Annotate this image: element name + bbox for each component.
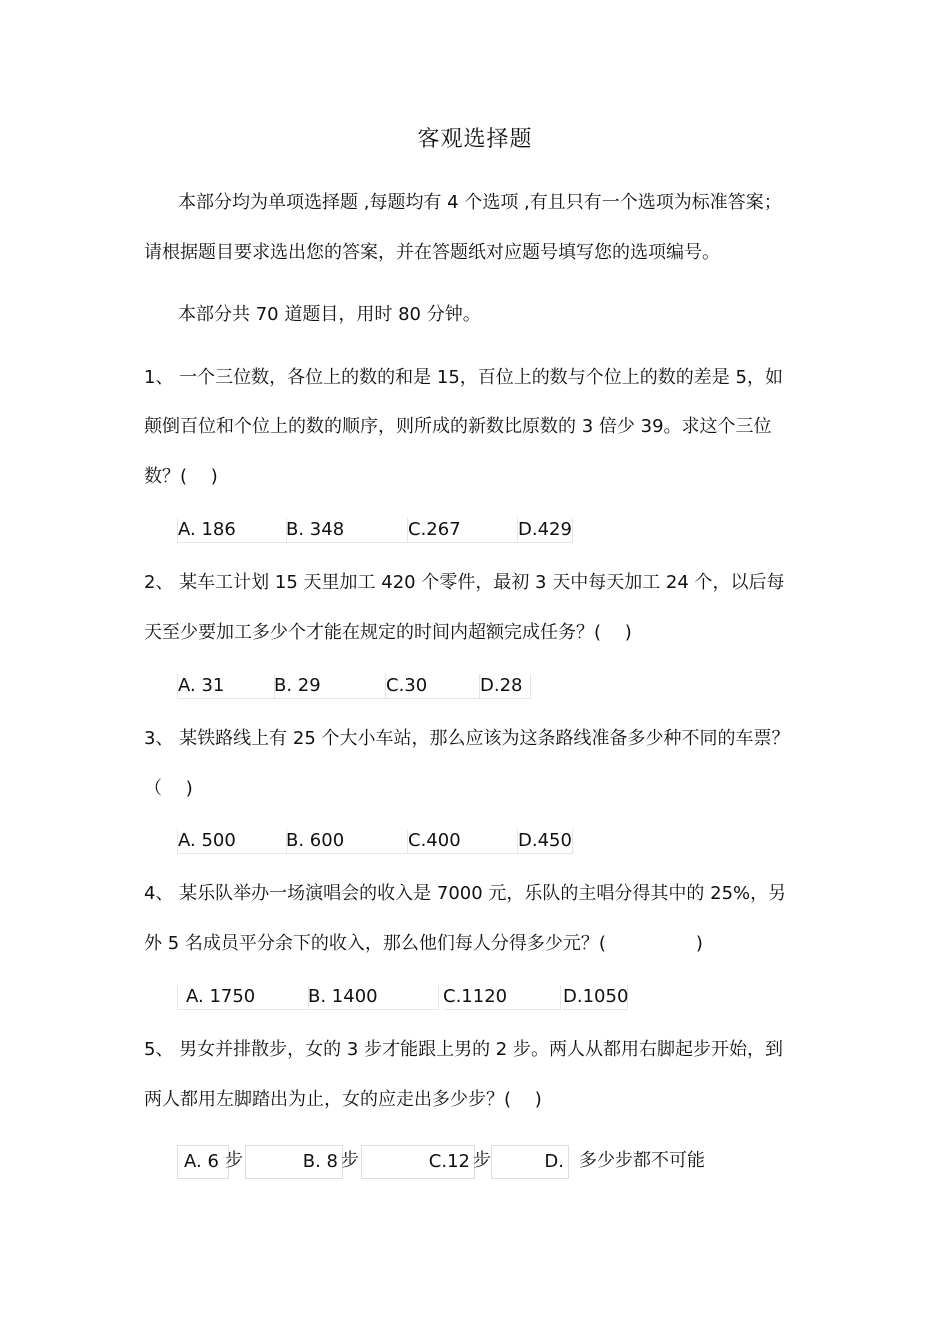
option-d: D.429 bbox=[518, 518, 573, 543]
question-5-options bbox=[177, 1145, 737, 1179]
question-4-options bbox=[177, 985, 637, 1009]
intro-line-1: 本部分均为单项选择题 ,每题均有 4 个选项 ,有且只有一个选项为标准答案； bbox=[178, 192, 782, 213]
option-d: D.1050 bbox=[563, 985, 628, 1010]
intro-line-2: 请根据题目要求选出您的答案，并在答题纸对应题号填写您的选项编号。 bbox=[144, 242, 720, 263]
question-2-line-1: 2、 某车工计划 15 天里加工 420 个零件，最初 3 天中每天加工 24 个，以后每 bbox=[144, 572, 785, 593]
option-b: B. 600 bbox=[286, 829, 408, 854]
question-3-line-1: 3、 某铁路线上有 25 个大小车站，那么应该为这条路线准备多少种不同的车票？ bbox=[144, 728, 790, 749]
option-a-unit: 步 bbox=[225, 1150, 243, 1171]
question-3-line-2: （ ) bbox=[144, 778, 193, 799]
option-d: D. bbox=[491, 1145, 569, 1179]
question-1-line-1: 1、 一个三位数，各位上的数的和是 15，百位上的数与个位上的数的差是 5，如 bbox=[144, 367, 783, 388]
option-a: A. 31 bbox=[177, 674, 275, 699]
option-c-unit: 步 bbox=[473, 1150, 491, 1171]
option-a: A. 500 bbox=[177, 829, 287, 854]
question-1-line-2: 颠倒百位和个位上的数的顺序，则所成的新数比原数的 3 倍少 39。求这个三位 bbox=[144, 416, 772, 437]
option-c: C.30 bbox=[386, 674, 480, 699]
option-d-text: 多少步都不可能 bbox=[579, 1150, 705, 1171]
option-b: B. 29 bbox=[274, 674, 386, 699]
option-a: A. 186 bbox=[177, 518, 287, 543]
option-b: B. 348 bbox=[286, 518, 408, 543]
question-4-line-1: 4、 某乐队举办一场演唱会的收入是 7000 元，乐队的主唱分得其中的 25%，另 bbox=[144, 883, 787, 904]
question-5-line-1: 5、 男女并排散步，女的 3 步才能跟上男的 2 步。两人从都用右脚起步开始，到 bbox=[144, 1039, 783, 1060]
option-c: C.1120 bbox=[443, 985, 561, 1010]
question-1-options bbox=[177, 518, 577, 542]
option-b-unit: 步 bbox=[341, 1150, 359, 1171]
option-d: D.28 bbox=[480, 674, 531, 699]
question-4-line-2: 外 5 名成员平分余下的收入，那么他们每人分得多少元？( ) bbox=[144, 933, 703, 954]
option-d: D.450 bbox=[518, 829, 573, 854]
question-2-line-2: 天至少要加工多少个才能在规定的时间内超额完成任务？( ) bbox=[144, 622, 632, 643]
option-c: C.400 bbox=[408, 829, 518, 854]
option-b: B. 8 bbox=[245, 1145, 343, 1179]
option-a: A. 1750 bbox=[177, 985, 309, 1010]
question-2-options bbox=[177, 674, 537, 698]
question-5-line-2: 两人都用左脚踏出为止，女的应走出多少步？( ) bbox=[144, 1089, 542, 1110]
intro-line-3: 本部分共 70 道题目，用时 80 分钟。 bbox=[178, 304, 481, 325]
option-c: C.267 bbox=[408, 518, 518, 543]
page-title: 客观选择题 bbox=[417, 127, 533, 152]
option-c: C.12 bbox=[361, 1145, 475, 1179]
question-3-options bbox=[177, 829, 577, 853]
option-a: A. 6 bbox=[177, 1145, 229, 1179]
question-1-line-3: 数？( ) bbox=[144, 466, 218, 487]
option-b: B. 1400 bbox=[308, 985, 439, 1010]
